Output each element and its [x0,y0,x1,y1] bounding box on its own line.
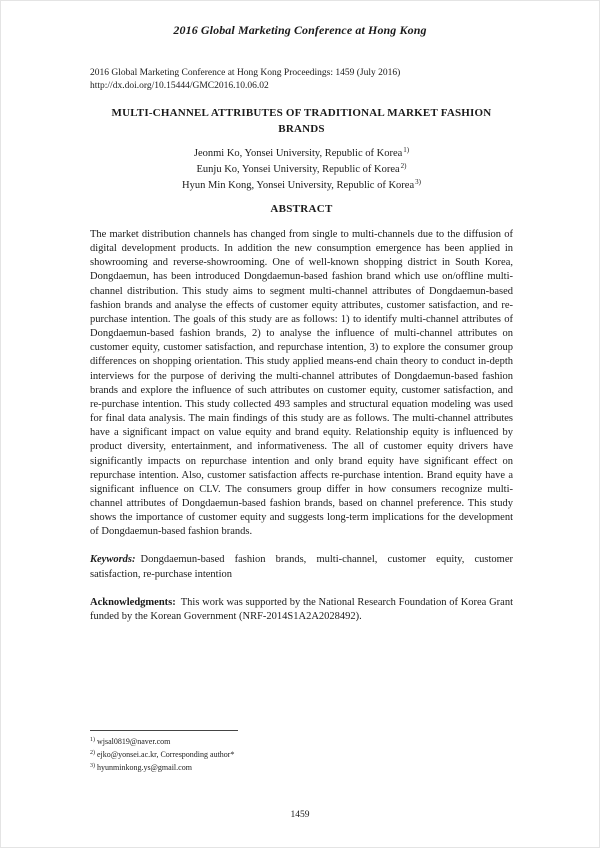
proceedings-block [90,67,513,93]
author-line [90,162,513,178]
footnote-marker: 2) [90,750,95,756]
acknowledgments-paragraph [90,596,513,624]
page-number: 1459 [290,810,310,820]
footnote-item [90,762,513,775]
abstract-paragraph: The market distribution channels has changed from single to multi-channels due to the diffusion of digital development products. In addition the new consumption emergence has been applied in showrooming and reverse-showrooming. One of well-known shopping district in South Korea, Dongdaemun, has been introduced Dongdaemun-based fashion brand which use on/offline multi-channel distribution. This study aims to segment multi-channel attributes of Dongdaemun-based fashion brands and analyse the effects of customer equity attributes, customer satisfaction, and re-purchase intention. The goals of this study are as follows: 1) to identify multi-channel attributes of Dongdaemun-based fashion brands, 2) to analyse the influence of multi-channel attributes on customer equity, customer satisfaction, and repurchase intention, 3) to explore the consumer group differences on shopping orientation. This study applied means-end chain theory to conduct in-depth interviews for the purpose of deriving the multi-channel attributes of Dongdaemun-based fashion brands and explore the influence of such attributes on customer equity, customer satisfaction, and re-purchase intention. This study collected 493 samples and structural equation modeling was used for final data analysis. The main findings of this study are as follows. The multi-channel attributes have a significant impact on value equity and brand equity. Relationship equity is influenced by product diversity, entertainment, and informativeness. The all of customer equity drivers have significantly impacts on repurchase intention and only brand equity have significant effect on repurchase intention. Also, customer satisfaction affects re-purchase intention. Brand equity have a significant influence on CLV. The consumers group differ in how consumers recognize multi-channel attributes of Dongdaemun-based fashion brands, based on channel preference. This study shows the importance of customer equity and suggests long-term implications for the development of Dongdaemun-based fashion brands. [90,229,513,538]
authors-block [90,146,513,194]
proceedings-line: 2016 Global Marketing Conference at Hong Kong Proceedings: 1459 (July 2016) [90,68,401,78]
paper-title: MULTI-CHANNEL ATTRIBUTES OF TRADITIONAL MARKET FASHION BRANDS [111,107,492,135]
footnote-text: ejko@yonsei.ac.kr, Corresponding author* [97,750,235,759]
author-name: Eunju Ko, Yonsei University, Republic of Korea [196,164,400,175]
footnote-text: hyunminkong.ys@gmail.com [97,763,192,772]
abstract-heading: ABSTRACT [270,203,333,215]
author-footnote-marker: 2) [400,162,407,170]
footnote-item [90,749,513,762]
footnotes-block [90,730,513,775]
author-name: Jeonmi Ko, Yonsei University, Republic of Korea [193,148,403,159]
footnote-marker: 3) [90,763,95,769]
footnote-marker: 1) [90,737,95,743]
keywords-label: Keywords: [90,554,136,566]
author-name: Hyun Min Kong, Yonsei University, Republic of Korea [182,180,415,191]
author-line [90,178,513,194]
author-line [90,146,513,162]
body-column [90,228,513,624]
acknowledgments-text: This work was supported by the National Research Foundation of Korea Grant funded by the Korean Government (NRF-2014S1A2A2028492). [90,596,513,622]
footnote-text: wjsal0819@naver.com [97,737,171,746]
doi-line: http://dx.doi.org/10.15444/GMC2016.10.06.02 [90,81,269,91]
footnote-separator [90,730,238,731]
author-footnote-marker: 1) [403,146,410,154]
keywords-paragraph [90,553,513,581]
keywords-text: Dongdaemun-based fashion brands, multi-channel, customer equity, customer satisfaction, re-purchase intention [90,554,513,580]
running-head: 2016 Global Marketing Conference at Hong Kong [173,23,427,37]
author-footnote-marker: 3) [415,178,421,186]
footnote-item [90,736,513,749]
acknowledgments-label: Acknowledgments: [90,596,176,608]
